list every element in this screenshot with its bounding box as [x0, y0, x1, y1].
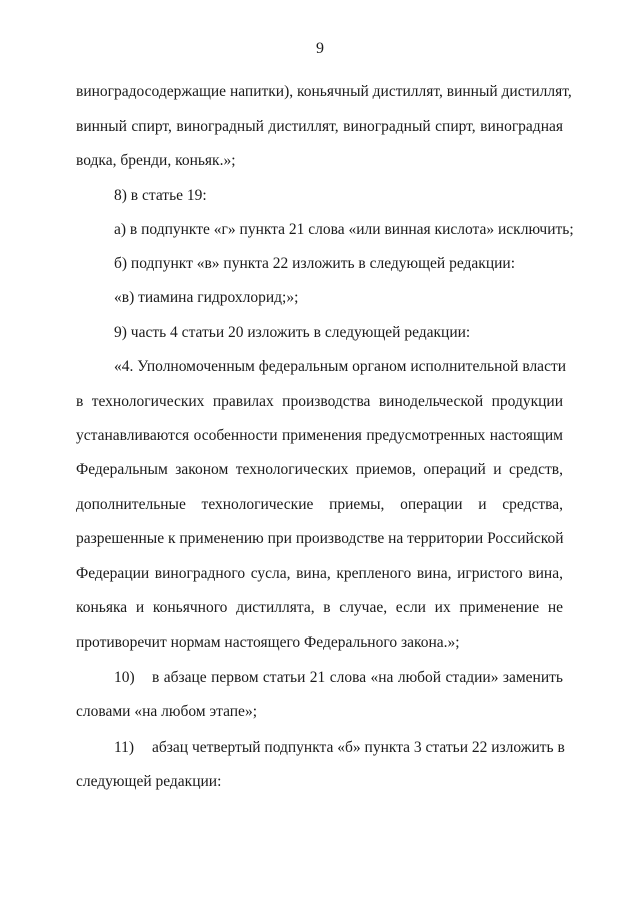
paragraph-item-8: 8) в статье 19:	[114, 187, 207, 204]
paragraph-item-11	[114, 738, 563, 758]
paragraph-item-9: 9) часть 4 статьи 20 изложить в следующей редакции:	[114, 324, 471, 341]
text-line: словами «на любом этапе»;	[76, 703, 257, 720]
paragraph-item-10	[114, 668, 563, 688]
item-number: 11)	[114, 739, 135, 756]
page-number: 9	[316, 40, 324, 57]
item-number: 10)	[114, 669, 135, 686]
item-text: в абзаце первом статьи 21 слова «на любой стадии» заменить	[152, 669, 563, 686]
text-line: устанавливаются особенности применения предусмотренных настоящим	[76, 427, 563, 444]
text-line: винный спирт, виноградный дистиллят, виноградный спирт, виноградная	[76, 118, 563, 135]
subitem-b: б) подпункт «в» пункта 22 изложить в следующей редакции:	[114, 255, 516, 272]
text-line: в технологических правилах производства винодельческой продукции	[76, 393, 563, 410]
text-line: противоречит нормам настоящего Федерального закона.»;	[76, 634, 460, 651]
text-line: виноградосодержащие напитки), коньячный дистиллят, винный дистиллят,	[76, 83, 572, 100]
text-line: следующей редакции:	[76, 773, 222, 790]
text-line: Федеральным законом технологических приемов, операций и средств,	[76, 461, 563, 478]
text-line: водка, бренди, коньяк.»;	[76, 152, 236, 169]
subitem-a: а) в подпункте «г» пункта 21 слова «или винная кислота» исключить;	[114, 221, 574, 238]
text-line: коньяка и коньячного дистиллята, в случае, если их применение не	[76, 599, 563, 616]
text-line: разрешенные к применению при производстве на территории Российской	[76, 530, 564, 547]
quoted-subitem-v: «в) тиамина гидрохлорид;»;	[114, 289, 299, 306]
quoted-part-4-line: «4. Уполномоченным федеральным органом исполнительной власти	[114, 358, 567, 375]
text-line: дополнительные технологические приемы, операции и средства,	[76, 496, 563, 513]
text-line: Федерации виноградного сусла, вина, крепленого вина, игристого вина,	[76, 565, 563, 582]
item-text: абзац четвертый подпункта «б» пункта 3 статьи 22 изложить в	[152, 739, 565, 756]
